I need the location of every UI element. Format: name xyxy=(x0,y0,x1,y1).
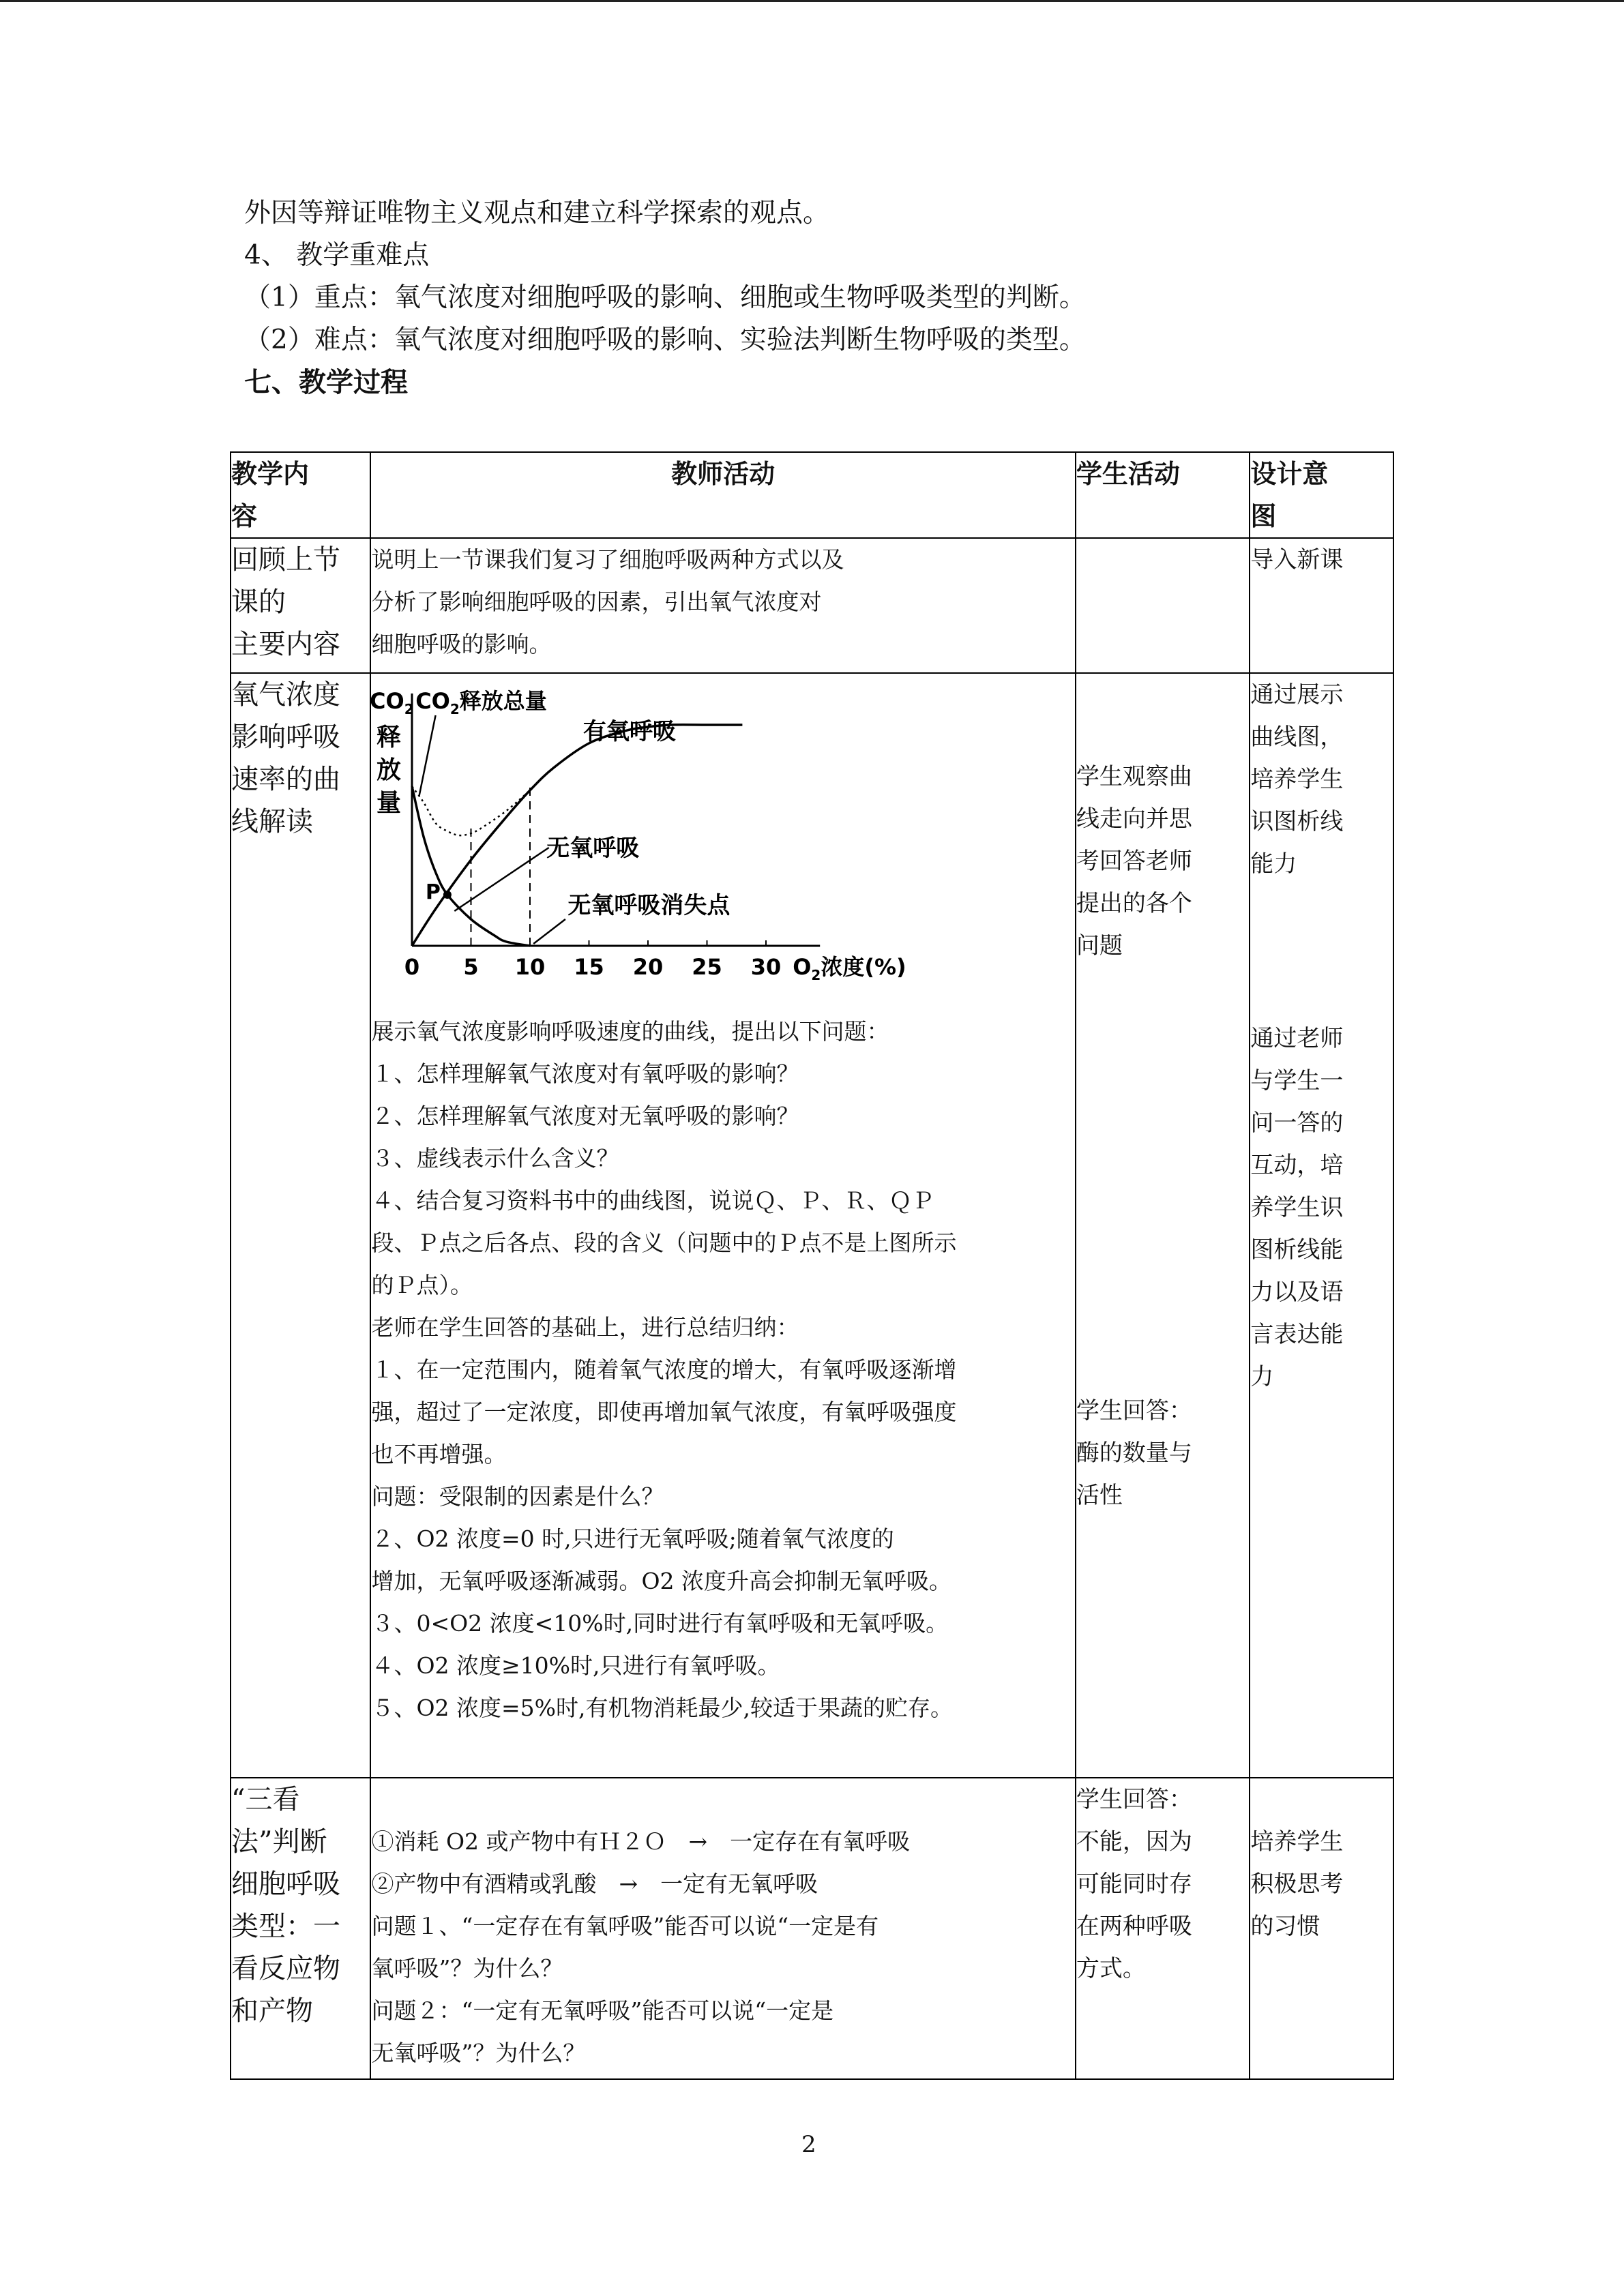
row3-teacher xyxy=(370,1778,1075,2079)
teaching-process-table xyxy=(230,451,1394,2080)
table-row xyxy=(231,673,1393,1778)
annotation-aerobic: 有氧呼吸 xyxy=(583,718,677,745)
cell-line: 线解读 xyxy=(231,806,313,837)
cell-line: 通过展示 xyxy=(1250,681,1344,709)
y-axis-label: $CO_2$ xyxy=(370,688,415,717)
cell-line: 问题：受限制的因素是什么？ xyxy=(371,1483,664,1510)
row2-design xyxy=(1250,673,1393,1778)
header-content-line: 教学内 xyxy=(231,459,310,489)
cell-line: 学生回答： xyxy=(1076,1397,1192,1425)
cell-line: ３、虚线表示什么含义？ xyxy=(371,1145,619,1172)
cell-line: 速率的曲 xyxy=(231,764,340,795)
cell-line: 氧呼吸”？为什么？ xyxy=(371,1955,563,1982)
key-point-2: （2）难点：氧气浓度对细胞呼吸的影响、实验法判断生物呼吸的类型。 xyxy=(244,325,1086,355)
x-axis-label: $O_2$浓度(%) xyxy=(793,954,907,983)
header-design-line: 图 xyxy=(1250,501,1277,531)
spacer xyxy=(1076,674,1250,756)
cell-line: 回顾上节 xyxy=(231,544,340,576)
cell-line: 看反应物 xyxy=(231,1953,340,1984)
annotation-pointer xyxy=(455,848,549,911)
cell-line: 强，超过了一定浓度，即使再增加氧气浓度，有氧呼吸强度 xyxy=(371,1399,957,1425)
cell-line: 与学生一 xyxy=(1250,1067,1344,1094)
annotation-pointer xyxy=(419,715,436,796)
intro-section xyxy=(244,192,1404,404)
row3-design xyxy=(1250,1778,1393,2079)
header-content-line: 容 xyxy=(231,501,258,531)
y-axis-label-char: 放 xyxy=(377,756,402,784)
cell-line: 不能，因为 xyxy=(1076,1828,1192,1855)
cell-line: 说明上一节课我们复习了细胞呼吸两种方式以及 xyxy=(371,546,844,573)
annotation-pointer xyxy=(534,919,566,944)
page-number: 2 xyxy=(801,2131,816,2158)
cell-line: ２、O2 浓度=0 时,只进行无氧呼吸;随着氧气浓度的 xyxy=(371,1525,894,1552)
cell-line: 曲线图， xyxy=(1250,724,1344,751)
annotation-anaerobic: 无氧呼吸 xyxy=(546,835,640,862)
cell-line: 细胞呼吸 xyxy=(231,1868,340,1900)
x-tick-label: 0 xyxy=(404,954,420,980)
cell-line: ①消耗 O2 或产物中有Ｈ２Ｏ → 一定存在有氧呼吸 xyxy=(371,1828,911,1855)
header-content xyxy=(231,452,370,538)
cell-line: １、在一定范围内，随着氧气浓度的增大，有氧呼吸逐渐增 xyxy=(371,1356,957,1383)
annotation-vanish-point: 无氧呼吸消失点 xyxy=(567,892,730,919)
cell-line: 和产物 xyxy=(231,1995,313,2027)
respiration-chart xyxy=(364,676,937,997)
cell-line: 在两种呼吸 xyxy=(1076,1913,1192,1940)
cell-line: 互动，培 xyxy=(1250,1152,1344,1179)
cell-line: 细胞呼吸的影响。 xyxy=(371,631,552,657)
cell-line: 识图析线 xyxy=(1250,808,1344,835)
spacer xyxy=(371,1778,1074,1821)
cell-line: 类型：一 xyxy=(231,1911,340,1942)
cell-line: 无氧呼吸”？为什么？ xyxy=(371,2040,586,2066)
cell-line: 可能同时存 xyxy=(1076,1870,1192,1898)
top-border-line xyxy=(0,0,1624,2)
key-point-1: （1）重点：氧气浓度对细胞呼吸的影响、细胞或生物呼吸类型的判断。 xyxy=(244,282,1086,313)
intro-line: 外因等辩证唯物主义观点和建立科学探索的观点。 xyxy=(244,198,830,228)
cell-line: 方式。 xyxy=(1076,1955,1146,1982)
row2-student xyxy=(1076,673,1250,1778)
row2-teacher xyxy=(370,673,1075,1778)
row3-content xyxy=(231,1778,370,2079)
cell-line: 活性 xyxy=(1076,1482,1123,1509)
x-tick-label: 20 xyxy=(633,954,664,980)
row2-content xyxy=(231,673,370,1778)
cell-line: 考回答老师 xyxy=(1076,848,1192,875)
cell-line: 积极思考 xyxy=(1250,1870,1344,1898)
table-row xyxy=(231,1778,1393,2079)
point-p-label: P xyxy=(426,880,441,904)
cell-line: 学生观察曲 xyxy=(1076,763,1192,790)
y-axis-label-char: 量 xyxy=(377,789,402,817)
cell-line: 养学生识 xyxy=(1250,1194,1344,1221)
cell-line: 学生回答： xyxy=(1076,1786,1192,1813)
cell-line: 主要内容 xyxy=(231,629,340,660)
spacer xyxy=(1250,1778,1393,1821)
point-p-marker xyxy=(443,891,452,899)
row1-student xyxy=(1076,538,1250,673)
x-tick-label: 5 xyxy=(463,954,479,980)
header-design-line: 设计意 xyxy=(1250,459,1329,489)
cell-line: 通过老师 xyxy=(1250,1025,1344,1052)
cell-line: 问题１、“一定存在有氧呼吸”能否可以说“一定是有 xyxy=(371,1913,879,1939)
row3-student xyxy=(1076,1778,1250,2079)
cell-line: １、怎样理解氧气浓度对有氧呼吸的影响？ xyxy=(371,1060,799,1087)
cell-line: 培养学生 xyxy=(1250,766,1344,793)
table-row xyxy=(231,538,1393,673)
spacer xyxy=(1076,967,1250,1390)
cell-line: 力 xyxy=(1250,1363,1274,1390)
header-teacher-label: 教师活动 xyxy=(671,459,776,489)
cell-line: 课的 xyxy=(231,586,286,618)
cell-line: 展示氧气浓度影响呼吸速度的曲线，提出以下问题： xyxy=(371,1018,889,1045)
row1-teacher xyxy=(370,538,1075,673)
cell-line: 的Ｐ点）。 xyxy=(371,1272,473,1298)
x-tick-label: 10 xyxy=(515,954,546,980)
heading-teaching-process: 七、教学过程 xyxy=(244,367,408,398)
header-student-label: 学生活动 xyxy=(1076,459,1180,489)
cell-line: 分析了影响细胞呼吸的因素，引出氧气浓度对 xyxy=(371,588,822,615)
cell-line: 力以及语 xyxy=(1250,1279,1344,1306)
x-tick-label: 25 xyxy=(692,954,723,980)
cell-line: “三看 xyxy=(231,1784,300,1815)
cell-line: 酶的数量与 xyxy=(1076,1440,1192,1467)
cell-line: 问题 xyxy=(1076,932,1123,959)
cell-line: 提出的各个 xyxy=(1076,890,1192,917)
cell-line: 导入新课 xyxy=(1250,546,1344,573)
x-tick-label: 30 xyxy=(751,954,782,980)
cell-line: 段、Ｐ点之后各点、段的含义（问题中的Ｐ点不是上图所示 xyxy=(371,1229,957,1256)
y-axis-label-char: 释 xyxy=(377,724,402,751)
cell-line: ５、O2 浓度=5%时,有机物消耗最少,较适于果蔬的贮存。 xyxy=(371,1695,953,1721)
header-teacher xyxy=(370,452,1075,538)
spacer xyxy=(1250,885,1393,1017)
cell-line: 图析线能 xyxy=(1250,1236,1344,1264)
cell-line: 氧气浓度 xyxy=(231,679,340,711)
cell-line: 能力 xyxy=(1250,850,1297,878)
chart-svg xyxy=(364,676,937,997)
cell-line: 问一答的 xyxy=(1250,1109,1344,1137)
cell-line: ３、0<O2 浓度<10%时,同时进行有氧呼吸和无氧呼吸。 xyxy=(371,1610,949,1637)
cell-line: 言表达能 xyxy=(1250,1321,1344,1348)
cell-line: 线走向并思 xyxy=(1076,805,1192,833)
x-tick-label: 15 xyxy=(574,954,605,980)
cell-line: 老师在学生回答的基础上，进行总结归纳： xyxy=(371,1314,799,1341)
row1-design xyxy=(1250,538,1393,673)
row1-content xyxy=(231,538,370,673)
cell-line: 的习惯 xyxy=(1250,1913,1320,1940)
cell-line: ４、O2 浓度≥10%时,只进行有氧呼吸。 xyxy=(371,1652,780,1679)
cell-line: 问题２：“一定有无氧呼吸”能否可以说“一定是 xyxy=(371,1997,834,2024)
cell-line: ４、结合复习资料书中的曲线图，说说Ｑ、Ｐ、Ｒ、ＱＰ xyxy=(371,1187,934,1214)
cell-line: ②产物中有酒精或乳酸 → 一定有无氧呼吸 xyxy=(371,1870,818,1897)
cell-line: 增加，无氧呼吸逐渐减弱。O2 浓度升高会抑制无氧呼吸。 xyxy=(371,1568,951,1594)
heading-key-points: 4、 教学重难点 xyxy=(244,240,430,271)
cell-line: ２、怎样理解氧气浓度对无氧呼吸的影响？ xyxy=(371,1103,799,1129)
header-design xyxy=(1250,452,1393,538)
cell-line: 法”判断 xyxy=(231,1826,327,1858)
cell-line: 培养学生 xyxy=(1250,1828,1344,1855)
cell-line: 也不再增强。 xyxy=(371,1441,507,1467)
cell-line: 影响呼吸 xyxy=(231,721,340,753)
header-student xyxy=(1076,452,1250,538)
table-header-row xyxy=(231,452,1393,538)
annotation-total-co2: $CO_2$释放总量 xyxy=(415,688,548,717)
